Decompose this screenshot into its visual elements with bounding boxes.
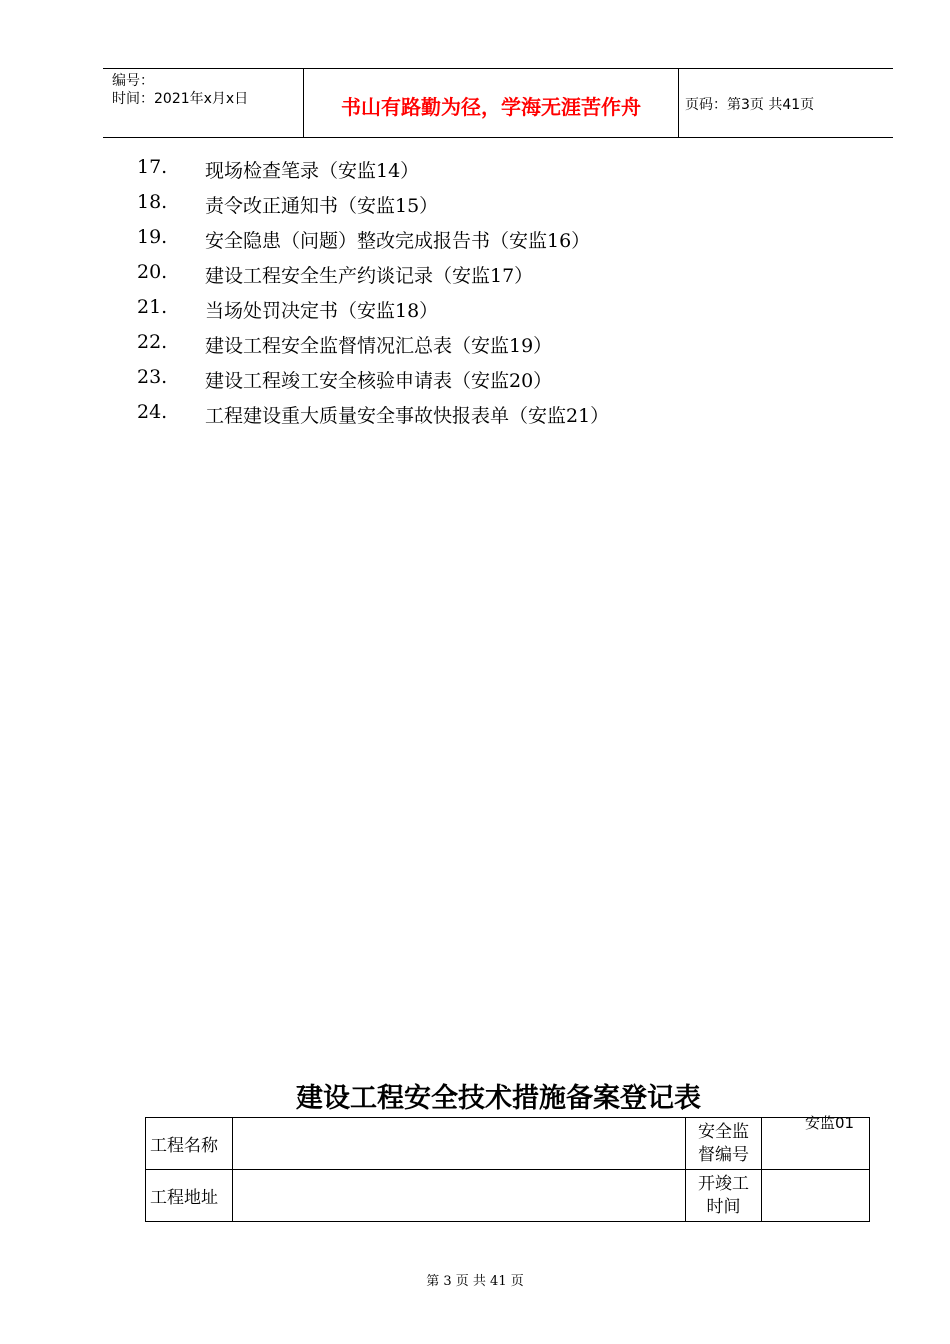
list-item-text: 现场检查笔录（安监14） [205,160,420,182]
project-address-field[interactable] [233,1170,686,1222]
list-item-number: 23. [137,366,168,388]
supervision-number-field[interactable] [762,1118,870,1170]
header-motto: 书山有路勤为径，学海无涯苦作舟 [341,95,641,119]
table-row [146,1170,870,1222]
list-item-number: 21. [137,296,168,318]
page-footer: 第 3 页 共 41 页 [426,1274,524,1289]
project-name-label: 工程名称 [146,1118,233,1170]
registration-form-table [145,1117,870,1222]
supervision-number-label [686,1118,762,1170]
project-name-field[interactable] [233,1118,686,1170]
table-row [146,1118,870,1170]
header-divider [678,69,679,137]
page-header [103,68,893,138]
list-item-text: 建设工程安全生产约谈记录（安监17） [205,265,534,287]
start-completion-time-label [686,1170,762,1222]
header-page-info: 页码：第3页 共41页 [685,97,815,113]
list-item-text: 责令改正通知书（安监15） [205,195,439,217]
start-completion-time-field[interactable] [762,1170,870,1222]
list-item-number: 24. [137,401,168,423]
list-item-number: 18. [137,191,168,213]
label-line: 时间 [706,1196,741,1217]
date-label: 时间：2021年x月x日 [112,91,249,107]
form-code: 安监01 [805,1114,855,1132]
list-item-text: 当场处罚决定书（安监18） [205,300,439,322]
label-line: 督编号 [698,1144,749,1165]
form-title: 建设工程安全技术措施备案登记表 [296,1083,701,1114]
label-line: 开竣工 [698,1173,749,1194]
number-label: 编号： [112,73,154,89]
list-item-number: 20. [137,261,168,283]
project-address-label: 工程地址 [146,1170,233,1222]
label-line: 安全监 [698,1121,749,1142]
list-item-text: 建设工程安全监督情况汇总表（安监19） [205,335,553,357]
list-item-text: 工程建设重大质量安全事故快报表单（安监21） [205,405,610,427]
list-item-number: 22. [137,331,168,353]
list-item-text: 安全隐患（问题）整改完成报告书（安监16） [205,230,591,252]
header-meta [112,72,248,108]
list-item-text: 建设工程竣工安全核验申请表（安监20） [205,370,553,392]
list-item-number: 17. [137,156,168,178]
list-item-number: 19. [137,226,168,248]
